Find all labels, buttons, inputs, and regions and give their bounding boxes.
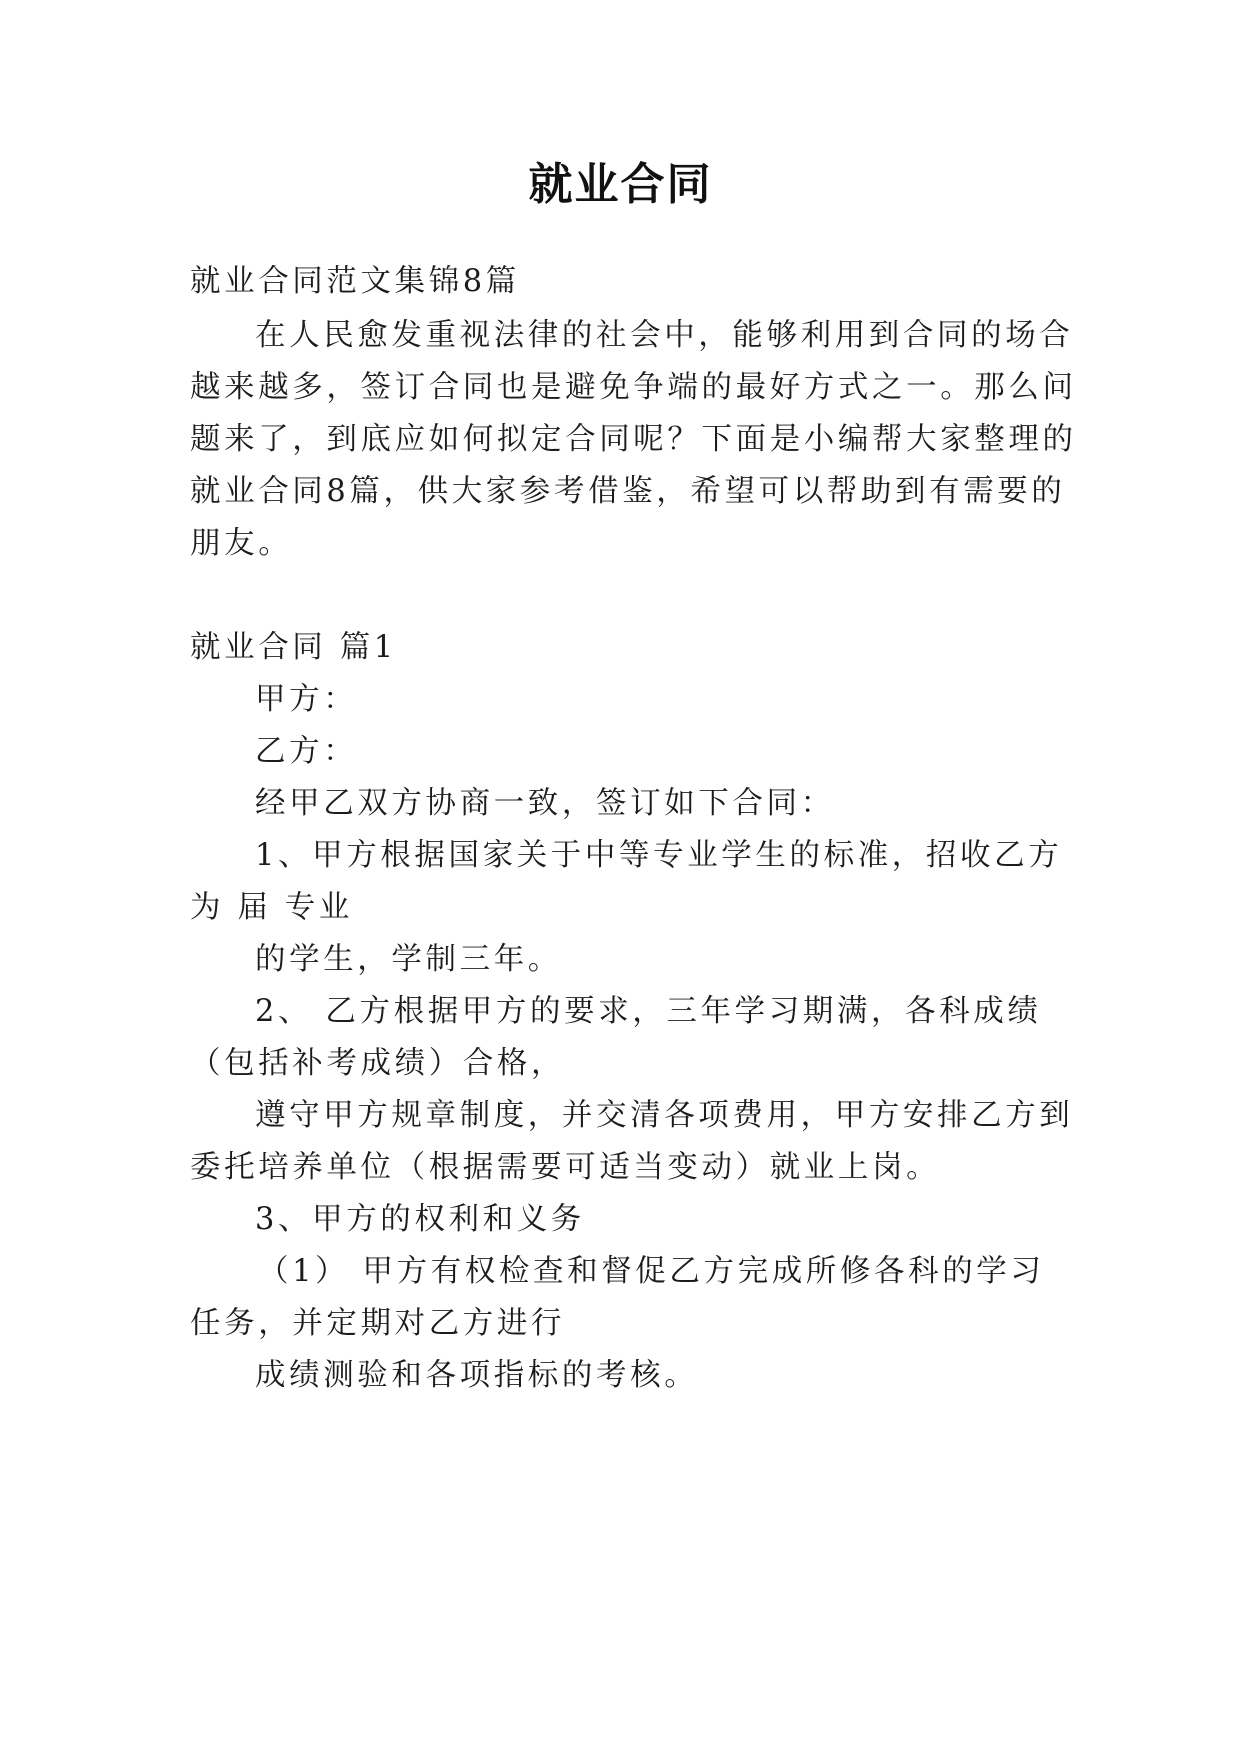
clause-2-line: 2、 乙方根据甲方的要求，三年学习期满，各科成绩 — [255, 994, 1042, 1029]
intro-paragraph-line: 题来了，到底应如何拟定合同呢？下面是小编帮大家整理的 — [190, 422, 1077, 457]
clause-2-line: 遵守甲方规章制度，并交清各项费用，甲方安排乙方到 — [255, 1098, 1074, 1133]
intro-paragraph-line: 朋友。 — [190, 526, 293, 561]
section-heading: 就业合同 篇1 — [190, 630, 397, 665]
intro-paragraph-line: 就业合同8篇，供大家参考借鉴，希望可以帮助到有需要的 — [190, 474, 1066, 509]
party-a-label: 甲方： — [255, 682, 358, 717]
clause-2-line: （包括补考成绩）合格， — [190, 1046, 566, 1081]
clause-1-line: 的学生，学制三年。 — [255, 942, 562, 977]
document-subtitle: 就业合同范文集锦8篇 — [190, 264, 520, 299]
clause-3-1-line: 成绩测验和各项指标的考核。 — [255, 1358, 699, 1393]
intro-paragraph-line: 越来越多，签订合同也是避免争端的最好方式之一。那么问 — [190, 370, 1077, 405]
clause-3-1-line: （1） 甲方有权检查和督促乙方完成所修各科的学习 — [258, 1254, 1045, 1289]
intro-paragraph-line: 在人民愈发重视法律的社会中，能够利用到合同的场合 — [255, 318, 1074, 353]
agreement-statement: 经甲乙双方协商一致，签订如下合同： — [255, 786, 835, 821]
clause-2-line: 委托培养单位（根据需要可适当变动）就业上岗。 — [190, 1150, 941, 1185]
clause-1-line: 1、甲方根据国家关于中等专业学生的标准，招收乙方 — [255, 838, 1063, 873]
clause-1-line: 为 届 专业 — [190, 890, 353, 925]
party-b-label: 乙方： — [255, 734, 358, 769]
clause-3-heading: 3、甲方的权利和义务 — [255, 1202, 585, 1237]
page-title: 就业合同 — [528, 159, 713, 210]
clause-3-1-line: 任务，并定期对乙方进行 — [190, 1306, 566, 1341]
